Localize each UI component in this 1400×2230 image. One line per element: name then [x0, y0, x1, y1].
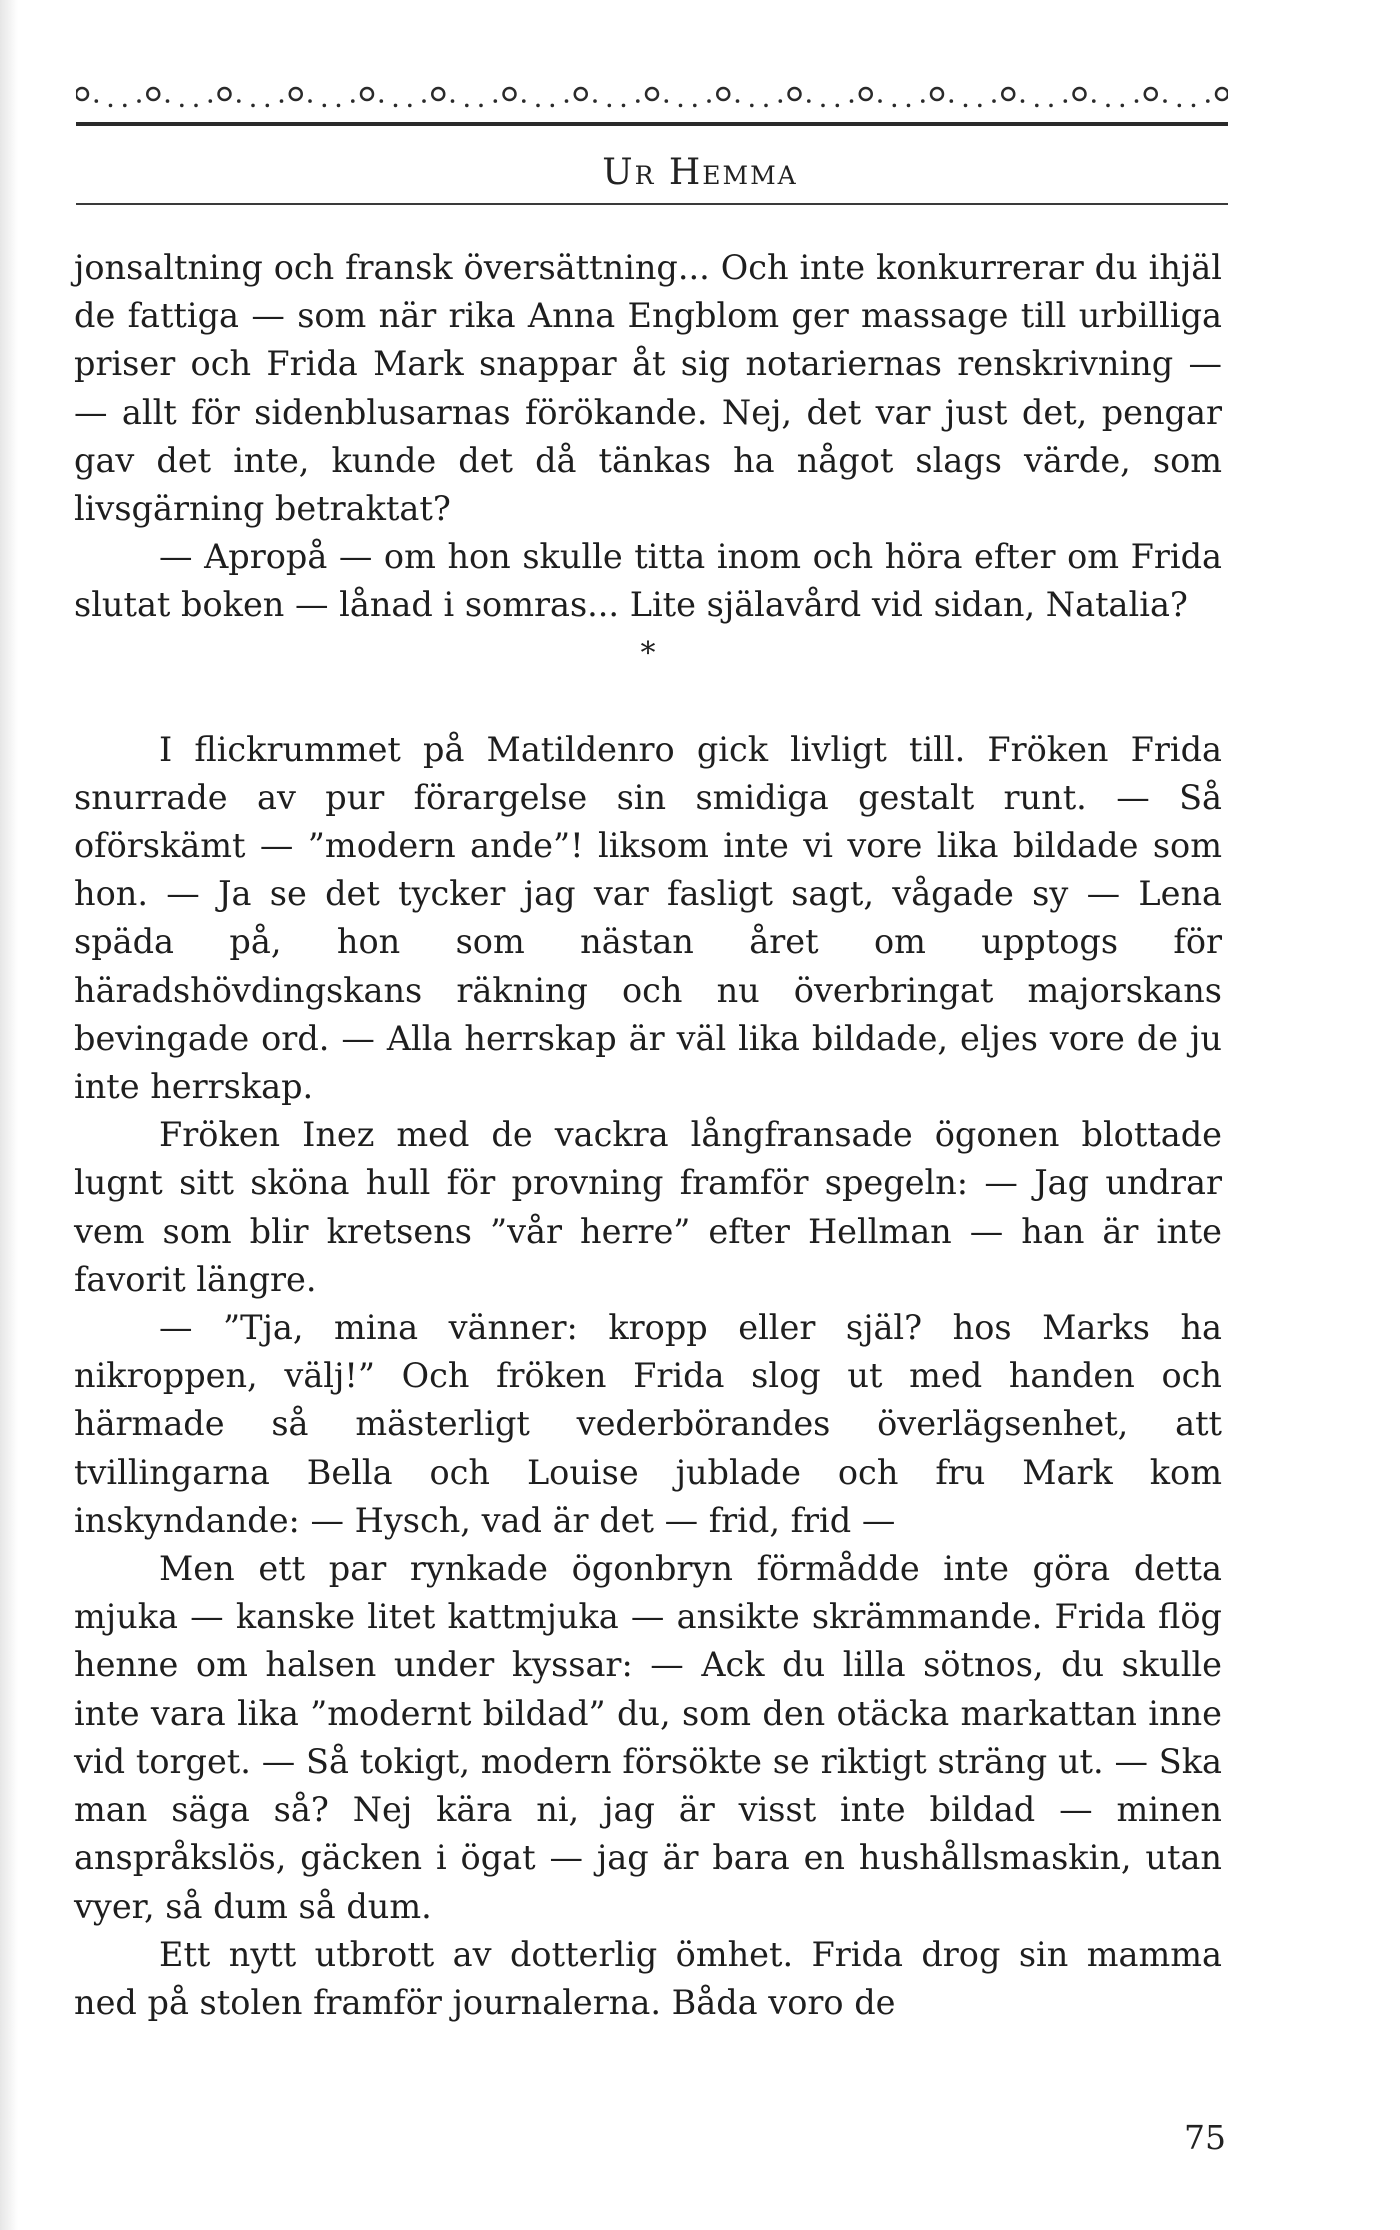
ornament-dot	[1106, 104, 1110, 108]
ornament-dot	[1092, 99, 1096, 103]
ornament-dot	[137, 99, 141, 103]
ornament-dot	[693, 104, 697, 108]
ornament-ring	[290, 88, 302, 100]
ornament-dot	[451, 99, 455, 103]
ornament-dot	[978, 104, 982, 108]
ornament-dot	[337, 104, 341, 108]
ornament-ring	[575, 88, 587, 100]
ornament-ring	[361, 88, 373, 100]
ornament-dot	[1064, 99, 1068, 103]
ornament-dot	[764, 104, 768, 108]
ornament-dot	[1206, 99, 1210, 103]
paragraph: I flickrummet på Matildenro gick livligt till. Fröken Frida snurrade av pur förargelse sin smidiga gestalt runt. — Så oförskämt — ”modern ande”! liksom inte vi vore lika bildade som hon. — Ja se det tycker jag var fasligt sagt, vågade sy — Lena späda på, hon som nästan året om upptogs för häradshövdingskans räkning och nu överbringat majorskans bevingade ord. — Alla herrskap är väl lika bildade, eljes vore de ju inte herrskap.	[74, 729, 1222, 1107]
ornament-dot	[850, 99, 854, 103]
ornament-dot	[479, 104, 483, 108]
ornament-dot	[394, 104, 398, 108]
ornament-dot	[893, 104, 897, 108]
ornament-dot	[750, 104, 754, 108]
ornament-ring	[860, 88, 872, 100]
ornament-dot	[1163, 99, 1167, 103]
ornament-dot	[779, 99, 783, 103]
ornament-dot	[1021, 99, 1025, 103]
ornament-dot	[551, 104, 555, 108]
ornament-dot	[565, 99, 569, 103]
ornament-dot	[593, 99, 597, 103]
ornament-dot	[821, 104, 825, 108]
ornament-dot	[1135, 99, 1139, 103]
ornament-dot	[380, 99, 384, 103]
ornament-ring	[432, 88, 444, 100]
ornament-dot	[736, 99, 740, 103]
paragraph: — ”Tja, mina vänner: kropp eller själ? hos Marks ha nikroppen, välj!” Och fröken Frida slog ut med handen och härmade så mästerligt vederbörandes överlägsenhet, att tvillingarna Bella och Louise jublade och fru Mark kom inskyndande: — Hysch, vad är det — frid, frid —	[74, 1308, 1222, 1540]
ornament-dot	[123, 104, 127, 108]
ornament-dot	[807, 99, 811, 103]
ornament-dot	[251, 104, 255, 108]
ornament-dot	[836, 104, 840, 108]
ornament-dot	[351, 99, 355, 103]
ornament-dot	[95, 99, 99, 103]
ornament-dot	[166, 99, 170, 103]
ornament-dot	[1121, 104, 1125, 108]
paragraph: Fröken Inez med de vackra långfransade ögonen blottade lugnt sitt sköna hull för provning framför spegeln: — Jag undrar vem som blir kretsens ”vår herre” efter Hellman — han är inte favorit längre.	[74, 1115, 1222, 1299]
paragraph: Men ett par rynkade ögonbryn förmådde inte göra detta mjuka — kanske litet kattmjuka — ansikte skrämmande. Frida flög henne om halsen under kyssar: — Ack du lilla sötnos, du skulle inte vara lika ”modernt bildad” du, som den otäcka markattan inne vid torget. — Så tokigt, modern försökte se riktigt sträng ut. — Ska man säga så? Nej kära ni, jag är visst inte bildad — minen anspråkslös, gäcken i ögat — jag är bara en hushållsmaskin, utan vyer, så dum så dum.	[74, 1549, 1222, 1926]
ornament-dot	[465, 104, 469, 108]
ornament-dot	[1049, 104, 1053, 108]
ornament-dot	[266, 104, 270, 108]
ornament-dot	[209, 99, 213, 103]
ornament-dot	[964, 104, 968, 108]
ornament-dot	[921, 99, 925, 103]
ornament-ring	[646, 88, 658, 100]
ornament-dot	[109, 104, 113, 108]
ornament-ring	[147, 88, 159, 100]
header-ornament	[76, 82, 1228, 130]
page-gutter-shadow	[0, 0, 18, 2230]
ornament-dot	[280, 99, 284, 103]
ornament-ring	[717, 88, 729, 100]
ornament-ring	[1002, 88, 1014, 100]
ornament-dot	[422, 99, 426, 103]
ornament-dot	[665, 99, 669, 103]
ornament-dot	[907, 104, 911, 108]
ornament-dot	[194, 104, 198, 108]
ornament-ring	[504, 88, 516, 100]
running-head: Ur Hemma	[602, 152, 798, 193]
ornament-ring	[931, 88, 943, 100]
ornament-dot	[494, 99, 498, 103]
ornament-dot	[180, 104, 184, 108]
ornament-ring	[789, 88, 801, 100]
header-rule	[76, 203, 1228, 205]
ornament-dot	[323, 104, 327, 108]
ornament-ring	[1216, 88, 1228, 100]
ornament-dot	[636, 99, 640, 103]
ornament-dot	[237, 99, 241, 103]
page-number: 75	[1184, 2118, 1226, 2157]
ornament-dot	[622, 104, 626, 108]
ornament-dot	[536, 104, 540, 108]
ornament-dot	[707, 99, 711, 103]
ornament-ring	[1074, 88, 1086, 100]
ornament-ring	[219, 88, 231, 100]
ornament-dot	[1192, 104, 1196, 108]
paragraph: jonsaltning och fransk översättning... Och inte konkurrerar du ihjäl de fattiga — som när rika Anna Engblom ger massage till urbilliga priser och Frida Mark snappar åt sig notariernas renskrivning — — allt för sidenblusarnas förökande. Nej, det var just det, pengar gav det inte, kunde det då tänkas ha något slags värde, som livsgärning betraktat?	[74, 248, 1222, 529]
ornament-dot	[1178, 104, 1182, 108]
ornament-dot	[950, 99, 954, 103]
ornament-dot	[608, 104, 612, 108]
ornament-dot	[308, 99, 312, 103]
paragraph: Ett nytt utbrott av dotterlig ömhet. Frida drog sin mamma ned på stolen framför journalerna. Båda voro de	[74, 1934, 1222, 2022]
ornament-ring	[76, 88, 88, 100]
paragraph: — Apropå — om hon skulle titta inom och höra efter om Frida slutat boken — lånad i somras... Lite själavård vid sidan, Natalia?	[74, 537, 1222, 625]
ornament-dot	[1035, 104, 1039, 108]
ornament-dot	[522, 99, 526, 103]
ornament-dot	[679, 104, 683, 108]
ornament-dot	[992, 99, 996, 103]
ornament-ring	[1145, 88, 1157, 100]
section-break-asterisk: *	[640, 635, 656, 671]
ornament-dot	[408, 104, 412, 108]
ornament-dot	[878, 99, 882, 103]
body-text	[74, 244, 1222, 2027]
